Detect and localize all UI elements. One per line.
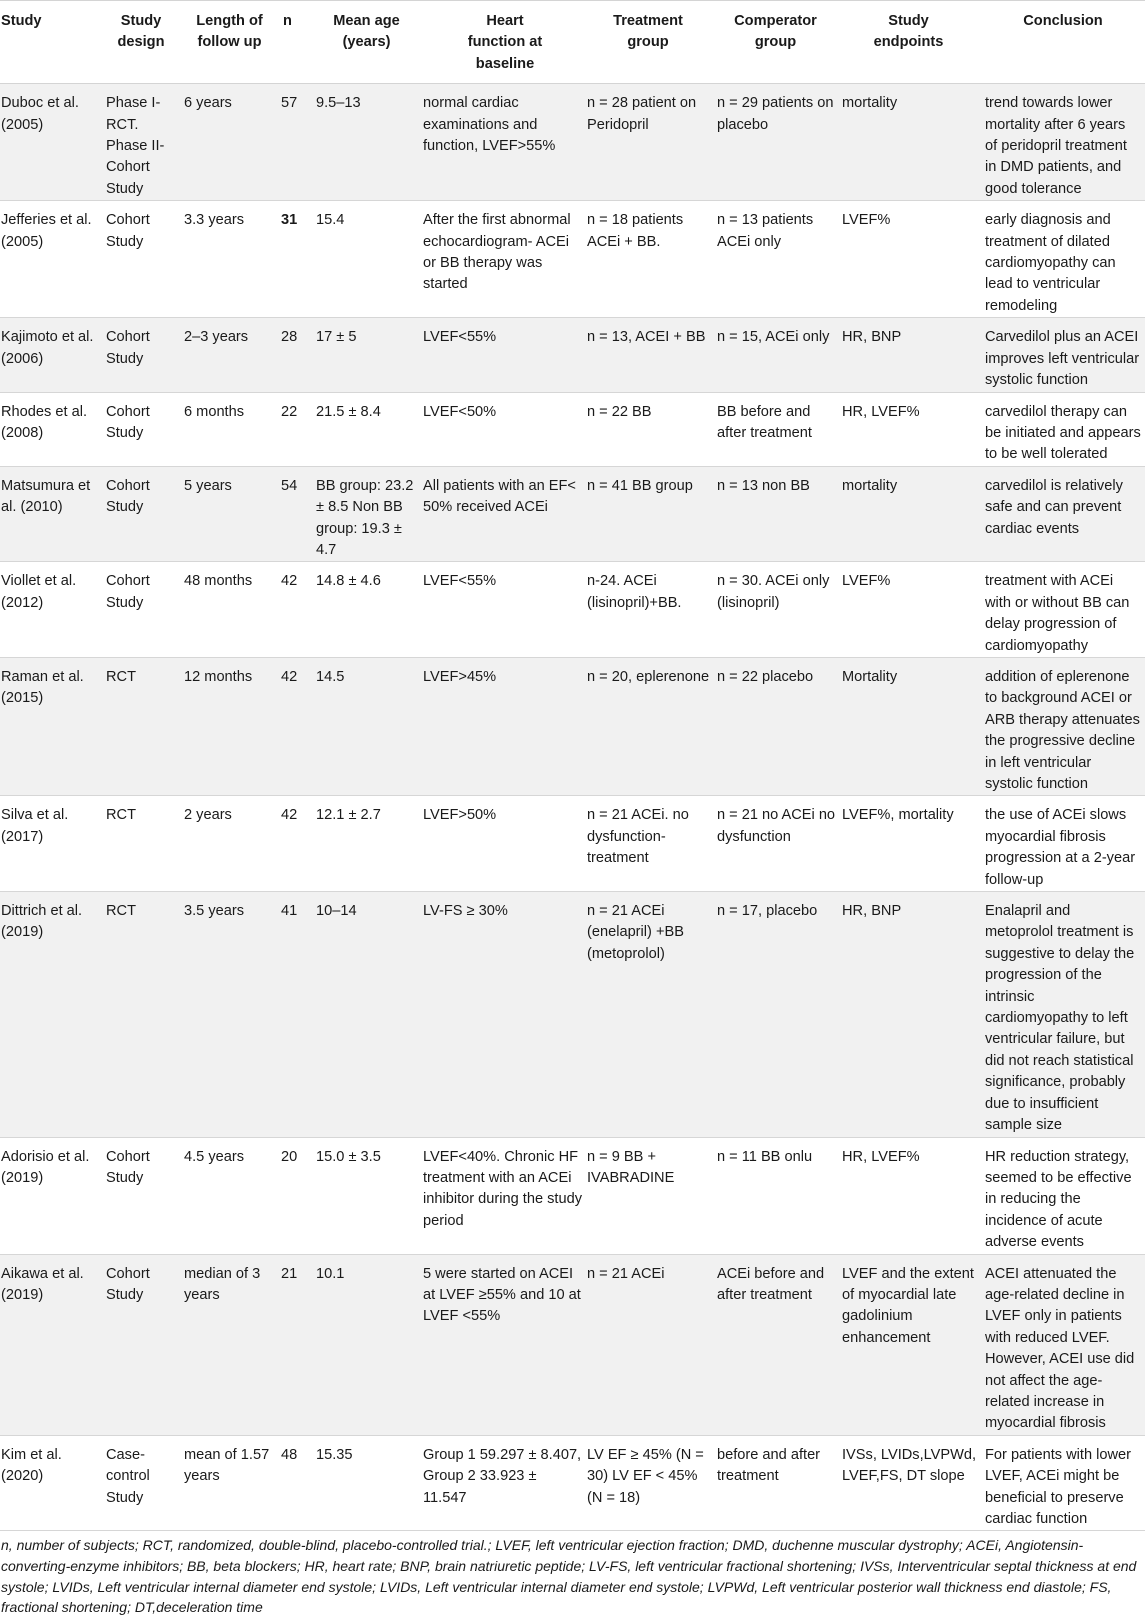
cell-treatment: n = 21 ACEi xyxy=(587,1265,665,1282)
cell-n: 31 xyxy=(281,212,298,229)
cell-treatment: LV EF ≥ 45% (N = 30) LV EF < 45% (N = 18) xyxy=(587,1446,704,1506)
cell-treatment: n-24. ACEi (lisinopril)+BB. xyxy=(587,573,682,611)
cell-follow: mean of 1.57 years xyxy=(184,1446,270,1485)
table-row xyxy=(0,1435,1145,1531)
cell-study: Raman et al. (2015) xyxy=(1,668,84,707)
cell-study: Jefferies et al. (2005) xyxy=(1,212,92,250)
header-length-of-follow-up: Length of follow up xyxy=(196,13,263,51)
cell-design: RCT xyxy=(106,668,136,685)
cell-comparator: n = 13 patients ACEi only xyxy=(717,212,814,250)
cell-age: 17 ± 5 xyxy=(316,329,357,346)
cell-design: Cohort Study xyxy=(106,1148,150,1186)
cell-design: Cohort Study xyxy=(106,212,150,250)
cell-endpoints: mortality xyxy=(842,95,898,112)
cell-age: 12.1 ± 2.7 xyxy=(316,807,381,824)
cell-follow: 2–3 years xyxy=(184,329,249,346)
cell-baseline: LVEF<40%. Chronic HF treatment with an ACEi inhibitor during the study period xyxy=(423,1148,583,1229)
table-row xyxy=(0,392,1145,466)
cell-comparator: BB before and after treatment xyxy=(717,403,812,441)
cell-treatment: n = 18 patients ACEi + BB. xyxy=(587,212,684,250)
header-treatment-group: Treatment group xyxy=(613,13,683,51)
cell-design: Cohort Study xyxy=(106,477,150,516)
cell-treatment: n = 21 ACEi. no dysfunction- treatment xyxy=(587,807,689,867)
header-comperator-group: Comperator group xyxy=(734,13,817,51)
cell-treatment: n = 13, ACEI + BB xyxy=(587,329,706,346)
cell-endpoints: LVEF%, mortality xyxy=(842,807,954,824)
cell-endpoints: HR, LVEF% xyxy=(842,403,920,420)
cell-follow: median of 3 years xyxy=(184,1265,261,1303)
cell-age: BB group: 23.2 ± 8.5 Non BB group: 19.3 ± 4.7 xyxy=(316,477,414,558)
cell-baseline: LVEF<55% xyxy=(423,329,497,346)
cell-study: Matsumura et al. (2010) xyxy=(1,477,91,516)
cell-study: Kim et al. (2020) xyxy=(1,1446,62,1485)
cell-baseline: LVEF<50% xyxy=(423,403,497,420)
cell-endpoints: LVEF% xyxy=(842,573,891,590)
cell-design: Case- control Study xyxy=(106,1446,150,1506)
cell-n: 41 xyxy=(281,903,298,920)
cell-design: RCT xyxy=(106,807,136,824)
cell-design: Cohort Study xyxy=(106,573,150,611)
cell-study: Silva et al. (2017) xyxy=(1,807,69,845)
cell-conclusion: the use of ACEi slows myocardial fibrosis progression at a 2-year follow-up xyxy=(985,807,1136,888)
header-conclusion: Conclusion xyxy=(1023,13,1103,29)
cell-study: Rhodes et al. (2008) xyxy=(1,403,87,441)
header-mean-age: Mean age (years) xyxy=(333,13,400,51)
cell-conclusion: Carvedilol plus an ACEI improves left ventricular systolic function xyxy=(985,329,1140,389)
cell-age: 21.5 ± 8.4 xyxy=(316,403,381,420)
cell-follow: 4.5 years xyxy=(184,1148,245,1165)
header-heart-function: Heart function at baseline xyxy=(467,13,543,72)
cell-conclusion: carvedilol is relatively safe and can prevent cardiac events xyxy=(985,477,1123,537)
cell-baseline: 5 were started on ACEI at LVEF ≥55% and 10 at LVEF <55% xyxy=(423,1265,581,1325)
cell-endpoints: HR, LVEF% xyxy=(842,1148,920,1165)
cell-comparator: n = 17, placebo xyxy=(717,903,818,920)
cell-age: 15.0 ± 3.5 xyxy=(316,1148,381,1165)
cell-n: 21 xyxy=(281,1265,298,1282)
cell-comparator: n = 15, ACEi only xyxy=(717,329,830,346)
cell-endpoints: IVSs, LVIDs,LVPWd, LVEF,FS, DT slope xyxy=(842,1446,977,1485)
cell-comparator: n = 22 placebo xyxy=(717,668,814,685)
cell-endpoints: LVEF and the extent of myocardial late gadolinium enhancement xyxy=(842,1265,974,1346)
cell-baseline: LVEF>45% xyxy=(423,668,497,685)
table-row xyxy=(0,892,1145,1137)
cell-conclusion: carvedilol therapy can be initiated and appears to be well tolerated xyxy=(985,403,1141,463)
cell-n: 54 xyxy=(281,477,298,494)
cell-design: RCT xyxy=(106,903,136,920)
cell-conclusion: early diagnosis and treatment of dilated cardiomyopathy can lead to ventricular remodeling xyxy=(985,212,1116,314)
cell-n: 42 xyxy=(281,807,298,824)
cell-endpoints: HR, BNP xyxy=(842,329,902,346)
header-n: n xyxy=(283,13,292,29)
cell-n: 57 xyxy=(281,95,298,112)
cell-endpoints: Mortality xyxy=(842,668,898,685)
cell-design: Cohort Study xyxy=(106,403,150,441)
header-study-design: Study design xyxy=(117,13,165,51)
cell-follow: 3.3 years xyxy=(184,212,245,229)
cell-conclusion: trend towards lower mortality after 6 years of peridopril treatment in DMD patients, and good tolerance xyxy=(985,95,1127,197)
cell-follow: 3.5 years xyxy=(184,903,245,920)
cell-design: Phase I- RCT. Phase II- Cohort Study xyxy=(106,95,165,197)
cell-follow: 12 months xyxy=(184,668,253,685)
cell-n: 42 xyxy=(281,668,298,685)
cell-n: 20 xyxy=(281,1148,298,1165)
cell-age: 15.35 xyxy=(316,1446,353,1463)
header-study: Study xyxy=(1,13,42,29)
cell-age: 10–14 xyxy=(316,903,357,920)
cell-age: 14.5 xyxy=(316,668,345,685)
cell-baseline: normal cardiac examinations and function, LVEF>55% xyxy=(423,95,556,155)
table-row xyxy=(0,466,1145,562)
cell-age: 14.8 ± 4.6 xyxy=(316,573,381,590)
cell-design: Cohort Study xyxy=(106,1265,150,1303)
cell-follow: 5 years xyxy=(184,477,232,494)
cell-treatment: n = 9 BB + IVABRADINE xyxy=(587,1148,675,1186)
cell-n: 42 xyxy=(281,573,298,590)
cell-treatment: n = 22 BB xyxy=(587,403,652,420)
cell-study: Adorisio et al. (2019) xyxy=(1,1148,90,1186)
cell-n: 28 xyxy=(281,329,298,346)
cell-endpoints: HR, BNP xyxy=(842,903,902,920)
cell-baseline: LV-FS ≥ 30% xyxy=(423,903,508,920)
table-row xyxy=(0,1137,1145,1254)
cell-baseline: Group 1 59.297 ± 8.407, Group 2 33.923 ± 11.547 xyxy=(423,1446,582,1506)
table-header xyxy=(0,1,1145,84)
table-row xyxy=(0,318,1145,392)
cell-conclusion: treatment with ACEi with or without BB can delay progression of cardiomyopathy xyxy=(985,573,1130,654)
cell-age: 15.4 xyxy=(316,212,345,229)
cell-comparator: n = 29 patients on placebo xyxy=(717,95,834,133)
cell-follow: 2 years xyxy=(184,807,232,824)
cell-treatment: n = 21 ACEi (enelapril) +BB (metoprolol) xyxy=(587,903,684,962)
table-row xyxy=(0,201,1145,318)
cell-design: Cohort Study xyxy=(106,329,150,367)
cell-n: 22 xyxy=(281,403,298,420)
cell-study: Kajimoto et al. (2006) xyxy=(1,329,94,367)
cell-comparator: n = 30. ACEi only (lisinopril) xyxy=(717,573,830,611)
table-footnote: n, number of subjects; RCT, randomized, double-blind, placebo-controlled trial.; LVEF, left ventricular ejection fraction; DMD, duchenne muscular dystrophy; ACEi, Angiotensin-converting-enzyme inhibitors; BB, beta blockers; HR, heart rate; BNP, brain natriuretic peptide; LV-FS, left ventricular fractional shortening; IVSs, Interventricular septal thickness at end systole; LVIDs, Left ventricular internal diameter end systole; LVIDs, Left ventricular internal diameter end systole; LVPWd, Left ventricular posterior wall thickness end diastole; FS, fractional shortening; DT,deceleration time xyxy=(1,1537,1137,1616)
cell-follow: 6 years xyxy=(184,95,232,112)
cell-comparator: n = 11 BB onlu xyxy=(717,1148,813,1165)
table-row xyxy=(0,84,1145,201)
cell-age: 9.5–13 xyxy=(316,95,361,112)
cell-study: Aikawa et al. (2019) xyxy=(1,1265,84,1303)
cell-comparator: ACEi before and after treatment xyxy=(717,1265,825,1303)
cell-comparator: before and after treatment xyxy=(717,1446,821,1485)
cell-comparator: n = 21 no ACEi no dysfunction xyxy=(717,807,836,845)
cell-baseline: LVEF>50% xyxy=(423,807,497,824)
cell-follow: 6 months xyxy=(184,403,245,420)
cell-treatment: n = 20, eplerenone xyxy=(587,668,710,685)
cell-conclusion: Enalapril and metoprolol treatment is suggestive to delay the progression of the intrinsic cardiomyopathy to left ventricular failure, but did not reach statistical significance, probably due to insufficient sample size xyxy=(985,903,1135,1134)
cell-conclusion: addition of eplerenone to background ACEI or ARB therapy attenuates the progressive decline in left ventricular systolic function xyxy=(985,668,1140,792)
cell-study: Duboc et al. (2005) xyxy=(1,95,79,133)
cell-endpoints: mortality xyxy=(842,477,898,494)
cell-baseline: After the first abnormal echocardiogram- ACEi or BB therapy was started xyxy=(423,212,571,293)
cell-age: 10.1 xyxy=(316,1265,345,1282)
table-row xyxy=(0,796,1145,892)
cell-treatment: n = 28 patient on Peridopril xyxy=(587,95,697,133)
cell-comparator: n = 13 non BB xyxy=(717,477,810,494)
table-row xyxy=(0,657,1145,795)
cell-endpoints: LVEF% xyxy=(842,212,891,229)
cell-conclusion: HR reduction strategy, seemed to be effective in reducing the incidence of acute adverse events xyxy=(985,1148,1132,1251)
header-study-endpoints: Study endpoints xyxy=(873,13,944,51)
table-row xyxy=(0,562,1145,658)
cell-baseline: All patients with an EF< 50% received ACEi xyxy=(423,477,576,516)
cell-study: Dittrich et al. (2019) xyxy=(1,903,83,941)
table-row xyxy=(0,1254,1145,1435)
cell-study: Viollet et al. (2012) xyxy=(1,573,77,611)
cell-baseline: LVEF<55% xyxy=(423,573,497,590)
cell-conclusion: For patients with lower LVEF, ACEi might be beneficial to preserve cardiac function xyxy=(985,1446,1131,1527)
table-body xyxy=(0,84,1145,1531)
cell-conclusion: ACEI attenuated the age-related decline in LVEF only in patients with reduced LVEF. However, ACEI use did not affect the age- related increase in myocardial fibrosis xyxy=(985,1265,1135,1432)
cell-treatment: n = 41 BB group xyxy=(587,477,693,494)
cell-n: 48 xyxy=(281,1446,298,1463)
cell-follow: 48 months xyxy=(184,573,253,590)
